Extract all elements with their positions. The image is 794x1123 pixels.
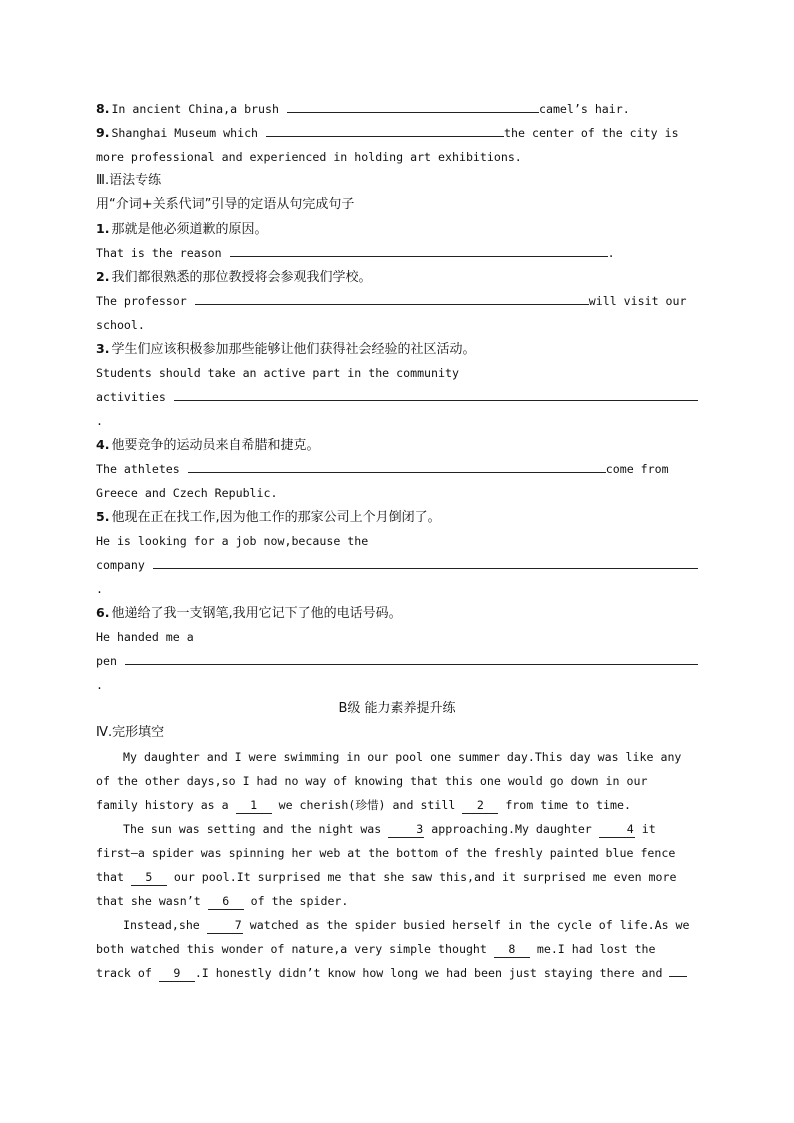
question-6-english <box>96 649 698 673</box>
chinese-sentence: 学生们应该积极参加那些能够让他们获得社会经验的社区活动。 <box>111 342 476 357</box>
question-number: 5. <box>96 509 110 524</box>
answer-blank[interactable] <box>230 241 608 257</box>
question-4-english <box>96 457 698 481</box>
passage-line <box>96 937 698 961</box>
section-heading: Ⅲ.语法专练 <box>96 173 162 188</box>
answer-blank[interactable] <box>188 457 606 473</box>
passage-text: both watched this wonder of nature,a very simple thought <box>96 942 487 956</box>
answer-blank[interactable] <box>287 97 539 113</box>
chinese-sentence: 他现在正在找工作,因为他工作的那家公司上个月倒闭了。 <box>111 510 441 525</box>
question-1-chinese <box>96 217 698 241</box>
item-text: In ancient China,a brush <box>111 102 279 116</box>
question-6-end: . <box>96 678 103 692</box>
question-3-line1: Students should take an active part in the community <box>96 366 459 380</box>
question-5-english <box>96 553 698 577</box>
cloze-blank-3[interactable]: 3 <box>388 821 424 838</box>
question-6-chinese <box>96 601 698 625</box>
sentence-end: will visit our <box>588 294 687 308</box>
sentence-start: company <box>96 558 145 572</box>
item-text: camel’s hair. <box>538 102 630 116</box>
question-number: 1. <box>96 221 110 236</box>
section-instruction: 用“介词+关系代词”引导的定语从句完成句子 <box>96 197 355 212</box>
item-9 <box>96 121 698 145</box>
question-5-line1: He is looking for a job now,because the <box>96 534 369 548</box>
passage-line: first—a spider was spinning her web at the bottom of the freshly painted blue fence <box>96 846 676 860</box>
question-number: 2. <box>96 269 110 284</box>
item-text: Shanghai Museum which <box>111 126 259 140</box>
passage-line <box>96 865 698 889</box>
question-number: 3. <box>96 341 110 356</box>
passage-text: of the spider. <box>250 894 349 908</box>
sentence-end: come from <box>605 462 669 476</box>
question-5-end: . <box>96 582 103 596</box>
question-3-end: . <box>96 414 103 428</box>
cloze-blank-2[interactable]: 2 <box>462 797 498 814</box>
cloze-blank-6[interactable]: 6 <box>208 893 244 910</box>
cloze-blank-8[interactable]: 8 <box>494 941 530 958</box>
passage-line <box>96 793 698 817</box>
question-2-english <box>96 289 698 313</box>
item-number: 9. <box>96 125 110 140</box>
question-4-chinese <box>96 433 698 457</box>
passage-text: Instead,she <box>123 918 200 932</box>
answer-blank[interactable] <box>195 289 589 305</box>
question-4-line2: Greece and Czech Republic. <box>96 486 278 500</box>
item-9-line2: more professional and experienced in holding art exhibitions. <box>96 150 522 164</box>
sentence-start: activities <box>96 390 166 404</box>
sentence-start: pen <box>96 654 117 668</box>
question-3-english <box>96 385 698 409</box>
level-title: B级 能力素养提升练 <box>338 701 456 716</box>
item-8 <box>96 97 698 121</box>
passage-text: that <box>96 870 124 884</box>
question-2-chinese <box>96 265 698 289</box>
passage-text: our pool.It surprised me that she saw this,and it surprised me even more <box>173 870 677 884</box>
sentence-start: That is the reason <box>96 246 222 260</box>
question-1-english <box>96 241 698 265</box>
question-number: 4. <box>96 437 110 452</box>
answer-blank[interactable] <box>266 121 504 137</box>
passage-text: .I honestly didn’t know how long we had been just staying there and <box>194 966 663 980</box>
cloze-blank-7[interactable]: 7 <box>207 917 243 934</box>
chinese-sentence: 他递给了我一支钢笔,我用它记下了他的电话号码。 <box>111 606 402 621</box>
question-5-chinese <box>96 505 698 529</box>
sentence-start: The athletes <box>96 462 180 476</box>
worksheet-page <box>96 97 698 985</box>
cloze-blank-9[interactable]: 9 <box>159 965 195 982</box>
passage-text: approaching.My daughter <box>431 822 592 836</box>
passage-line: of the other days,so I had no way of knowing that this one would go down in our <box>96 774 648 788</box>
passage-text: track of <box>96 966 152 980</box>
passage-text: from time to time. <box>505 798 631 812</box>
chinese-sentence: 我们都很熟悉的那位教授将会参观我们学校。 <box>111 270 372 285</box>
answer-blank[interactable] <box>153 553 698 569</box>
section-heading: Ⅳ.完形填空 <box>96 725 165 740</box>
chinese-sentence: 他要竞争的运动员来自希腊和捷克。 <box>111 438 320 453</box>
cloze-blank-10[interactable] <box>669 976 687 977</box>
sentence-end: . <box>607 246 615 260</box>
question-3-chinese <box>96 337 698 361</box>
item-text: the center of the city is <box>504 126 679 140</box>
passage-line <box>96 817 698 841</box>
passage-line: My daughter and I were swimming in our pool one summer day.This day was like any <box>123 750 682 764</box>
passage-line <box>96 961 698 985</box>
question-6-line1: He handed me a <box>96 630 194 644</box>
passage-text: it <box>641 822 656 836</box>
cloze-blank-4[interactable]: 4 <box>599 821 635 838</box>
question-2-line2: school. <box>96 318 145 332</box>
item-number: 8. <box>96 101 110 116</box>
cloze-blank-1[interactable]: 1 <box>236 797 272 814</box>
passage-text: me.I had lost the <box>536 942 656 956</box>
passage-text: we cherish(珍惜) and still <box>278 798 456 812</box>
cloze-blank-5[interactable]: 5 <box>131 869 167 886</box>
answer-blank[interactable] <box>174 385 698 401</box>
passage-text: watched as the spider busied herself in the cycle of life.As we <box>249 918 690 932</box>
passage-line <box>96 913 698 937</box>
answer-blank[interactable] <box>125 649 698 665</box>
passage-line <box>96 889 698 913</box>
passage-text: family history as a <box>96 798 229 812</box>
chinese-sentence: 那就是他必须道歉的原因。 <box>111 222 268 237</box>
passage-text: that she wasn’t <box>96 894 201 908</box>
passage-text: The sun was setting and the night was <box>123 822 382 836</box>
question-number: 6. <box>96 605 110 620</box>
sentence-start: The professor <box>96 294 187 308</box>
